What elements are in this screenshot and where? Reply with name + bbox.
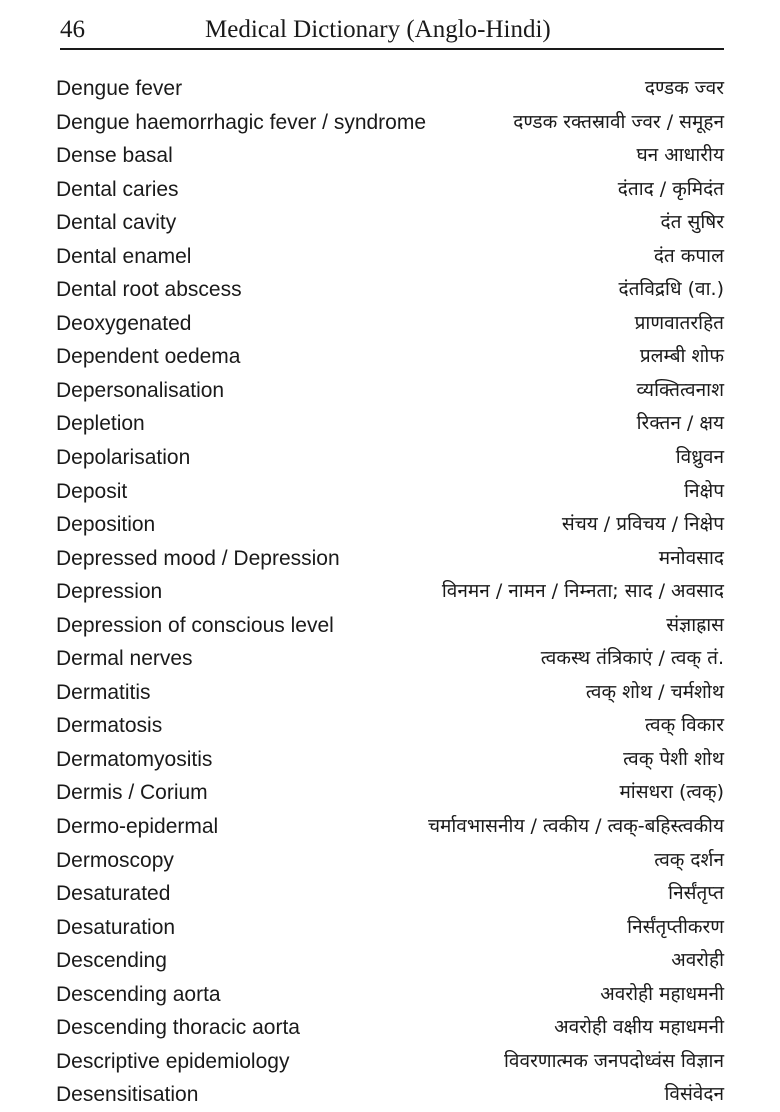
english-term: Dense basal <box>56 144 173 168</box>
hindi-translation: त्वक् शोथ / चर्मशोथ <box>585 680 724 703</box>
english-term: Dental root abscess <box>56 278 242 302</box>
hindi-translation: व्यक्तित्वनाश <box>636 378 724 401</box>
english-term: Dermal nerves <box>56 647 193 671</box>
dictionary-entry <box>56 676 724 710</box>
english-term: Dental cavity <box>56 211 177 235</box>
english-term: Dependent oedema <box>56 345 241 369</box>
dictionary-entry <box>56 273 724 307</box>
dictionary-entry <box>56 911 724 945</box>
english-term: Dental enamel <box>56 244 192 268</box>
dictionary-entry <box>56 173 724 207</box>
hindi-translation: दंत कपाल <box>653 244 724 267</box>
dictionary-entry <box>56 475 724 509</box>
entry-list <box>56 72 724 1112</box>
hindi-translation: घन आधारीय <box>636 144 724 167</box>
hindi-translation: त्वकस्थ तंत्रिकाएं / त्वक् तं. <box>540 647 724 670</box>
english-term: Depersonalisation <box>56 378 225 402</box>
dictionary-entry <box>56 307 724 341</box>
hindi-translation: अवरोही महाधमनी <box>600 982 724 1005</box>
hindi-translation: दण्डक ज्वर <box>644 77 724 99</box>
hindi-translation: दंतविद्रधि (वा.) <box>618 278 724 301</box>
dictionary-entry <box>56 508 724 542</box>
english-term: Dermatosis <box>56 714 163 738</box>
dictionary-entry <box>56 844 724 878</box>
dictionary-entry <box>56 72 724 106</box>
english-term: Descriptive epidemiology <box>56 1049 290 1073</box>
hindi-translation: संचय / प्रविचय / निक्षेप <box>561 513 724 536</box>
dictionary-entry <box>56 1078 724 1112</box>
hindi-translation: विवरणात्मक जनपदोध्वंस विज्ञान <box>504 1049 724 1072</box>
page-number: 46 <box>60 16 85 43</box>
english-term: Dental caries <box>56 177 179 201</box>
dictionary-entry <box>56 709 724 743</box>
dictionary-entry <box>56 374 724 408</box>
dictionary-entry <box>56 609 724 643</box>
hindi-translation: मांसधरा (त्वक्) <box>619 781 724 804</box>
hindi-translation: चर्मावभासनीय / त्वकीय / त्वक्-बहिस्त्वकीय <box>427 815 724 838</box>
hindi-translation: मनोवसाद <box>658 546 724 569</box>
running-title: Medical Dictionary (Anglo-Hindi) <box>205 16 551 43</box>
dictionary-entry <box>56 139 724 173</box>
hindi-translation: त्वक् पेशी शोथ <box>623 747 724 770</box>
hindi-translation: विध्रुवन <box>675 446 724 469</box>
hindi-translation: निक्षेप <box>684 479 724 502</box>
dictionary-entry <box>56 407 724 441</box>
hindi-translation: रिक्तन / क्षय <box>636 412 724 435</box>
dictionary-entry <box>56 810 724 844</box>
hindi-translation: विनमन / नामन / निम्नता; साद / अवसाद <box>441 580 724 603</box>
hindi-translation: दंत सुषिर <box>660 211 724 234</box>
english-term: Dengue fever <box>56 77 183 100</box>
english-term: Desaturation <box>56 915 176 939</box>
english-term: Dermatitis <box>56 680 151 704</box>
dictionary-entry <box>56 206 724 240</box>
dictionary-entry <box>56 441 724 475</box>
dictionary-entry <box>56 340 724 374</box>
english-term: Descending thoracic aorta <box>56 1016 300 1040</box>
page-header <box>60 12 724 50</box>
english-term: Depletion <box>56 412 145 436</box>
english-term: Desensitisation <box>56 1083 199 1107</box>
english-term: Depression of conscious level <box>56 613 334 637</box>
dictionary-entry <box>56 240 724 274</box>
english-term: Deoxygenated <box>56 311 192 335</box>
english-term: Descending <box>56 949 167 973</box>
english-term: Dermatomyositis <box>56 747 213 771</box>
dictionary-entry <box>56 978 724 1012</box>
dictionary-entry <box>56 106 724 140</box>
hindi-translation: निर्संतृप्तीकरण <box>627 915 724 938</box>
hindi-translation: निर्संतृप्त <box>668 882 724 905</box>
dictionary-entry <box>56 642 724 676</box>
english-term: Desaturated <box>56 882 171 906</box>
english-term: Dermo-epidermal <box>56 815 219 839</box>
hindi-translation: अवरोही <box>671 949 724 972</box>
english-term: Depressed mood / Depression <box>56 546 340 570</box>
english-term: Deposit <box>56 479 128 503</box>
english-term: Depression <box>56 580 163 604</box>
hindi-translation: प्रलम्बी शोफ <box>639 345 724 368</box>
dictionary-entry <box>56 743 724 777</box>
dictionary-entry <box>56 1011 724 1045</box>
dictionary-entry <box>56 575 724 609</box>
hindi-translation: प्राणवातरहित <box>634 311 724 334</box>
dictionary-entry <box>56 944 724 978</box>
hindi-translation: दण्डक रक्तस्रावी ज्वर / समूहन <box>513 110 724 133</box>
dictionary-entry <box>56 542 724 576</box>
hindi-translation: विसंवेदन <box>664 1083 724 1106</box>
english-term: Depolarisation <box>56 446 191 470</box>
english-term: Dermis / Corium <box>56 781 208 805</box>
english-term: Deposition <box>56 513 156 537</box>
dictionary-entry <box>56 776 724 810</box>
dictionary-entry <box>56 1045 724 1079</box>
dictionary-entry <box>56 877 724 911</box>
english-term: Dermoscopy <box>56 848 174 872</box>
hindi-translation: अवरोही वक्षीय महाधमनी <box>554 1016 724 1039</box>
english-term: Descending aorta <box>56 982 221 1006</box>
hindi-translation: संज्ञाह्रास <box>666 613 724 636</box>
hindi-translation: त्वक् विकार <box>645 714 724 737</box>
english-term: Dengue haemorrhagic fever / syndrome <box>56 110 427 134</box>
hindi-translation: त्वक् दर्शन <box>654 848 724 871</box>
hindi-translation: दंताद / कृमिदंत <box>617 177 724 200</box>
